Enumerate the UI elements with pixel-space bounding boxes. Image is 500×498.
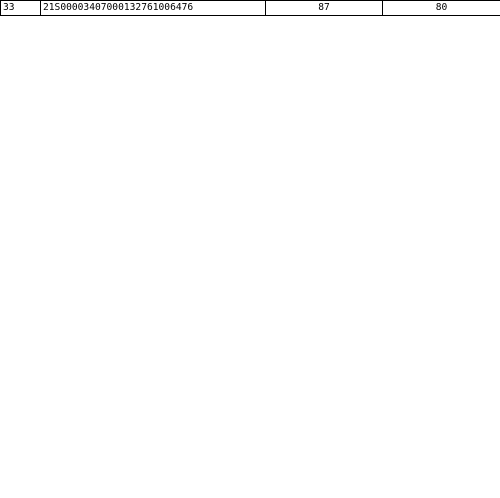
score-2-cell[interactable]: 80 xyxy=(383,1,500,16)
score-table xyxy=(0,0,500,16)
table-row[interactable] xyxy=(1,1,500,16)
registration-id-cell[interactable]: 21S000034070001327610064​76 xyxy=(41,1,266,16)
row-index-cell[interactable]: 33 xyxy=(1,1,41,16)
score-table-body xyxy=(1,1,500,16)
score-1-cell[interactable]: 87 xyxy=(266,1,383,16)
